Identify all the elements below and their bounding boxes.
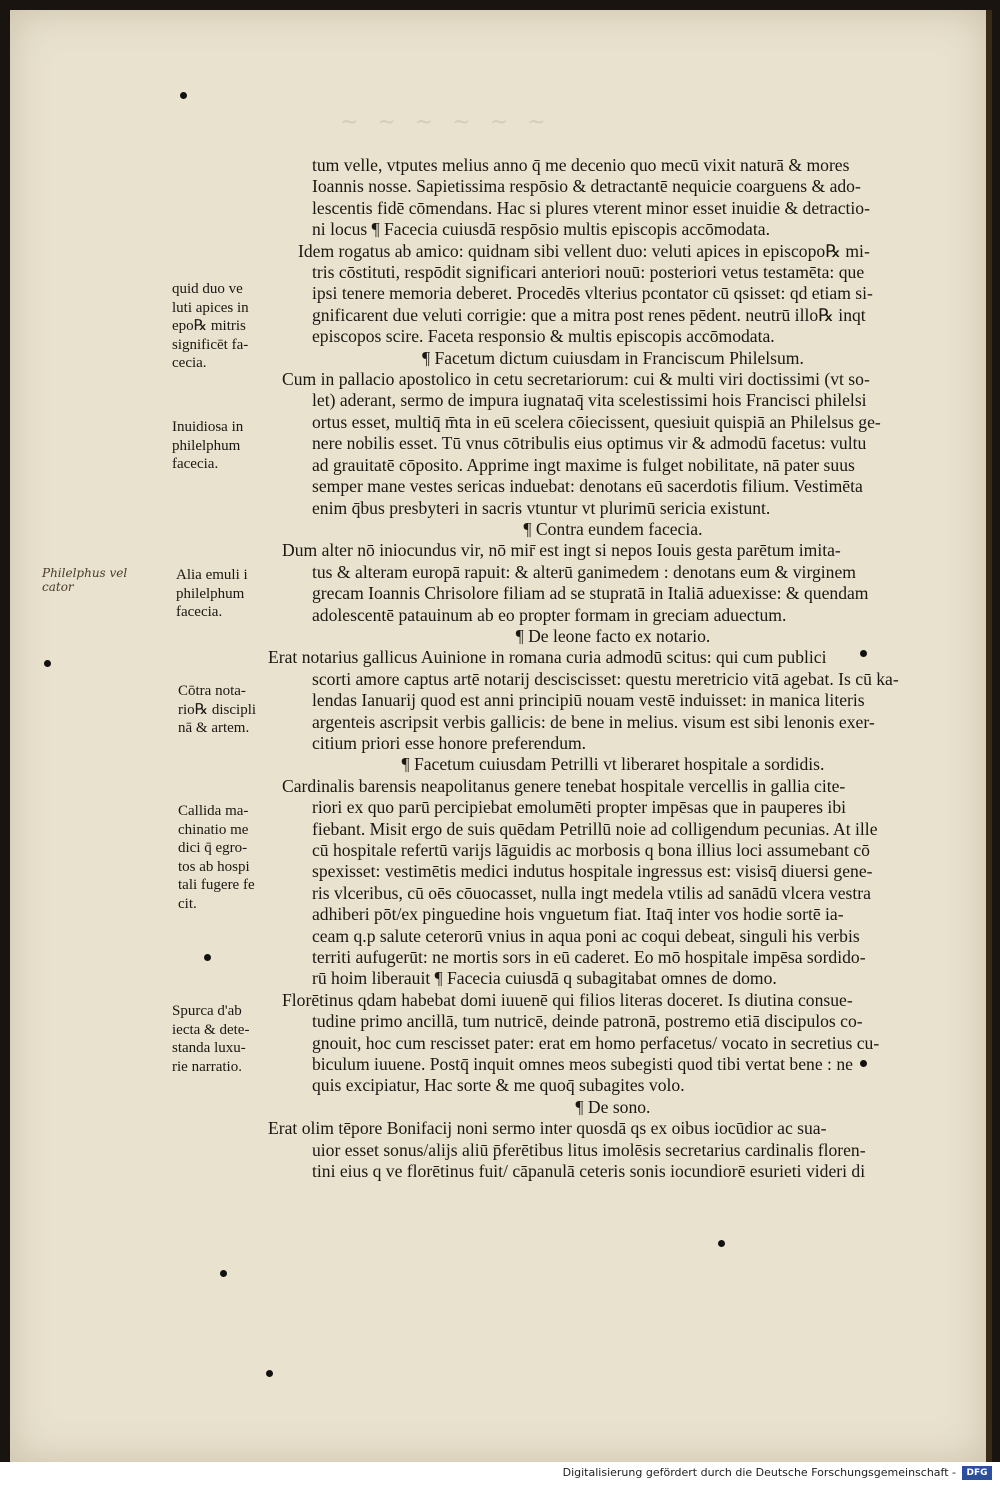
marginal-note: Spurca d'ab iecta & dete- standa luxu- rie narratio. (172, 1003, 250, 1075)
text-line: uior esset sonus/alijs aliū p̄ferētibus litus imolēsis secretarius cardinalis floren- (312, 1139, 866, 1160)
text-line: ni locus ¶ Facecia cuiusdā respōsio multis episcopis accōmodata. (312, 219, 770, 240)
ink-spot (860, 1060, 867, 1067)
text-line: enim q̄bus presbyteri in sacris vtuntur vt plurimū sericia existunt. (312, 497, 771, 518)
ink-spot (718, 1240, 725, 1247)
manuscript-annotation: Philelphus vel cator (42, 566, 128, 594)
ink-spot (266, 1370, 273, 1377)
text-line: ipsi tenere memoria deberet. Procedēs vlterius pcontator cū qsisset: qd etiam si- (312, 283, 873, 304)
dfg-logo: DFG (962, 1466, 992, 1480)
ink-spot (44, 660, 51, 667)
text-line: episcopos scire. Faceta responsio & multis episcopis accōmodata. (312, 326, 775, 347)
text-line: riori ex quo parū percipiebat emolumēti propter impēsas que in pauperes ibi (312, 797, 846, 818)
ink-spot (180, 92, 187, 99)
text-line: adhiberi pōt/ex pinguedine hois vnguetum fiat. Itaq̄ inter vos hodie sortē ia- (312, 904, 844, 925)
marginal-note: Inuidiosa in philelphum facecia. (172, 419, 244, 472)
marginal-note: Alia emuli i philelphum facecia. (176, 567, 248, 620)
ink-spot (204, 954, 211, 961)
text-line: cū hospitale refertū varijs lāguidis ac morbosis q bona illius loci assumebant cō (312, 840, 870, 860)
text-line: tini eius q ve florētinus fuit/ cāpanulā ceteris sonis iocundiorē esurieti videri di (312, 1161, 866, 1182)
section-heading: ¶ De sono. (575, 1096, 651, 1117)
text-line: rū hoim liberauit ¶ Facecia cuiusdā q subagitabat omnes de domo. (312, 968, 777, 989)
text-line: Erat notarius gallicus Auinione in romana curia admodū scitus: qui cum publici (268, 647, 827, 668)
text-line: Cum in pallacio apostolico in cetu secretariorum: cui & multi viri doctissimi (vt so- (282, 369, 870, 390)
text-line: nere nobilis esset. Tū vnus cōtribulis eius optimus vir & admodū facetus: vultu (312, 433, 867, 454)
section-heading: ¶ Contra eundem facecia. (523, 518, 703, 539)
text-line: Florētinus qdam habebat domi iuuenē qui filios literas doceret. Is diutina consue- (282, 989, 853, 1010)
text-line: let) aderant, sermo de impura iugnataq̄ vita scelestissimi hois Francisci philelsi (312, 390, 867, 411)
section-heading: ¶ De leone facto ex notario. (515, 625, 711, 646)
text-line: gnouit, hoc cum rescisset pater: erat em homo perfacetus/ vocato in secretius cu- (312, 1032, 880, 1053)
bleed-through-text: ~ ~ ~ ~ ~ ~ (340, 110, 552, 135)
text-line: gnificarent due veluti corrigie: que a mitra post renes pēdent. neutrū illo℞ inqt (312, 304, 866, 325)
text-line: Ioannis nosse. Sapietissima respōsio & detractantē nequicie coarguens & ado- (312, 176, 861, 197)
text-line: grecam Ioannis Chrisolore filiam ad se stupratā in Italiā aduexisse: & quendam (312, 583, 869, 604)
text-line: fiebant. Misit ergo de suis quēdam Petrillū noie ad colligendum pecunias. At ille (312, 818, 878, 839)
main-text-block (268, 155, 958, 1183)
text-line: Erat olim tēpore Bonifacij noni sermo inter quosdā qs ex oibus iocūdior ac sua- (268, 1118, 827, 1139)
text-line: citium priori esse honore preferendum. (312, 732, 587, 753)
text-line: Idem rogatus ab amico: quidnam sibi vellent duo: veluti apices in episcopo℞ mi- (298, 240, 870, 261)
text-line: semper mane vestes sericas induebat: denotans eū sacerdotis filium. Vestimēta (312, 476, 863, 497)
text-line: spexisset: vestimētis medici indutus hospitale ingressus est: visisq̄ diuersi gene- (312, 861, 873, 882)
section-heading: ¶ Facetum cuiusdam Petrilli vt liberaret hospitale a sordidis. (401, 754, 825, 775)
marginal-note: Callida ma- chinatio me dici q̄ egro- tos ab hospi tali fugere fe cit. (178, 803, 255, 912)
text-line: adolescentē patauinum ab eo propter formam in greciam aduectum. (312, 604, 787, 625)
text-line: tudine primo ancillā, tum nutricē, deinde patronā, postremo etiā discipulos co- (312, 1011, 863, 1032)
text-line: quis excipiatur, Hac sorte & me quoq̄ subagites volo. (312, 1075, 685, 1096)
ink-spot (860, 650, 867, 657)
text-line: ortus esset, multiq̄ m̄ta in eū scelera cōiecissent, quesiuit quispiā an Philelsus ge- (312, 411, 881, 432)
text-line: Cardinalis barensis neapolitanus genere tenebat hospitale vercellis in gallia cite- (282, 775, 846, 796)
text-line: territi aufugerūt: ne mortis sors in eū caderet. Eo mō hospitale impēsa sordido- (312, 947, 866, 968)
ink-spot (220, 1270, 227, 1277)
page-scan (10, 10, 992, 1462)
text-line: argenteis ascripsit verbis gallicis: de bene in melius. visum est sibi lenonis exer- (312, 711, 875, 732)
text-line: ris vlceribus, cū oēs cōuocasset, nulla ingt medela vtilis ad sanādū vlcera vestra (312, 882, 871, 903)
text-line: scorti amore captus artē notarij desciscisset: questu meretricio vitā agebat. Is cū ka- (312, 668, 899, 689)
text-line: tris cōstituti, respōdit significari anteriori nouū: posteriori vetus testamēta: que (312, 262, 865, 283)
text-line: tus & alteram europā rapuit: & alterū ganimedem : denotans eum & virginem (312, 561, 856, 582)
text-line: tum velle, vtputes melius anno q̄ me decenio quo mecū vixit naturā & mores (312, 155, 850, 175)
text-line: Dum alter nō iniocundus vir, nō mir̄ est ingt si nepos Iouis gesta parētum imita- (282, 540, 841, 561)
text-line: lescentis fidē cōmendans. Hac si plures vterent minor esset inuidie & detractio- (312, 197, 870, 218)
marginal-note: quid duo ve luti apices in epo℞ mitris significēt fa- cecia. (172, 281, 249, 371)
marginal-note: Cōtra nota- rio℞ discipli nā & artem. (178, 683, 257, 736)
text-line: ad grauitatē cōposito. Apprime ingt maxime is fulget nobilitate, nā pater suus (312, 454, 855, 475)
text-line: lendas Ianuarij quod est anni principiū nouam vestē induisset: in manica literis (312, 690, 865, 711)
text-line: ceam q.p salute ceterorū vnius in aqua poni ac coqui debeat, singuli his verbis (312, 925, 860, 946)
footer-credit: Digitalisierung gefördert durch die Deutsche Forschungsgemeinschaft - (562, 1466, 956, 1479)
section-heading: ¶ Facetum dictum cuiusdam in Franciscum Philelsum. (422, 347, 804, 368)
footer-bar (0, 1462, 1000, 1488)
text-line: biculum iuuene. Postq̄ inquit omnes meos subegisti quod tibi vertat bene : ne (312, 1054, 853, 1075)
